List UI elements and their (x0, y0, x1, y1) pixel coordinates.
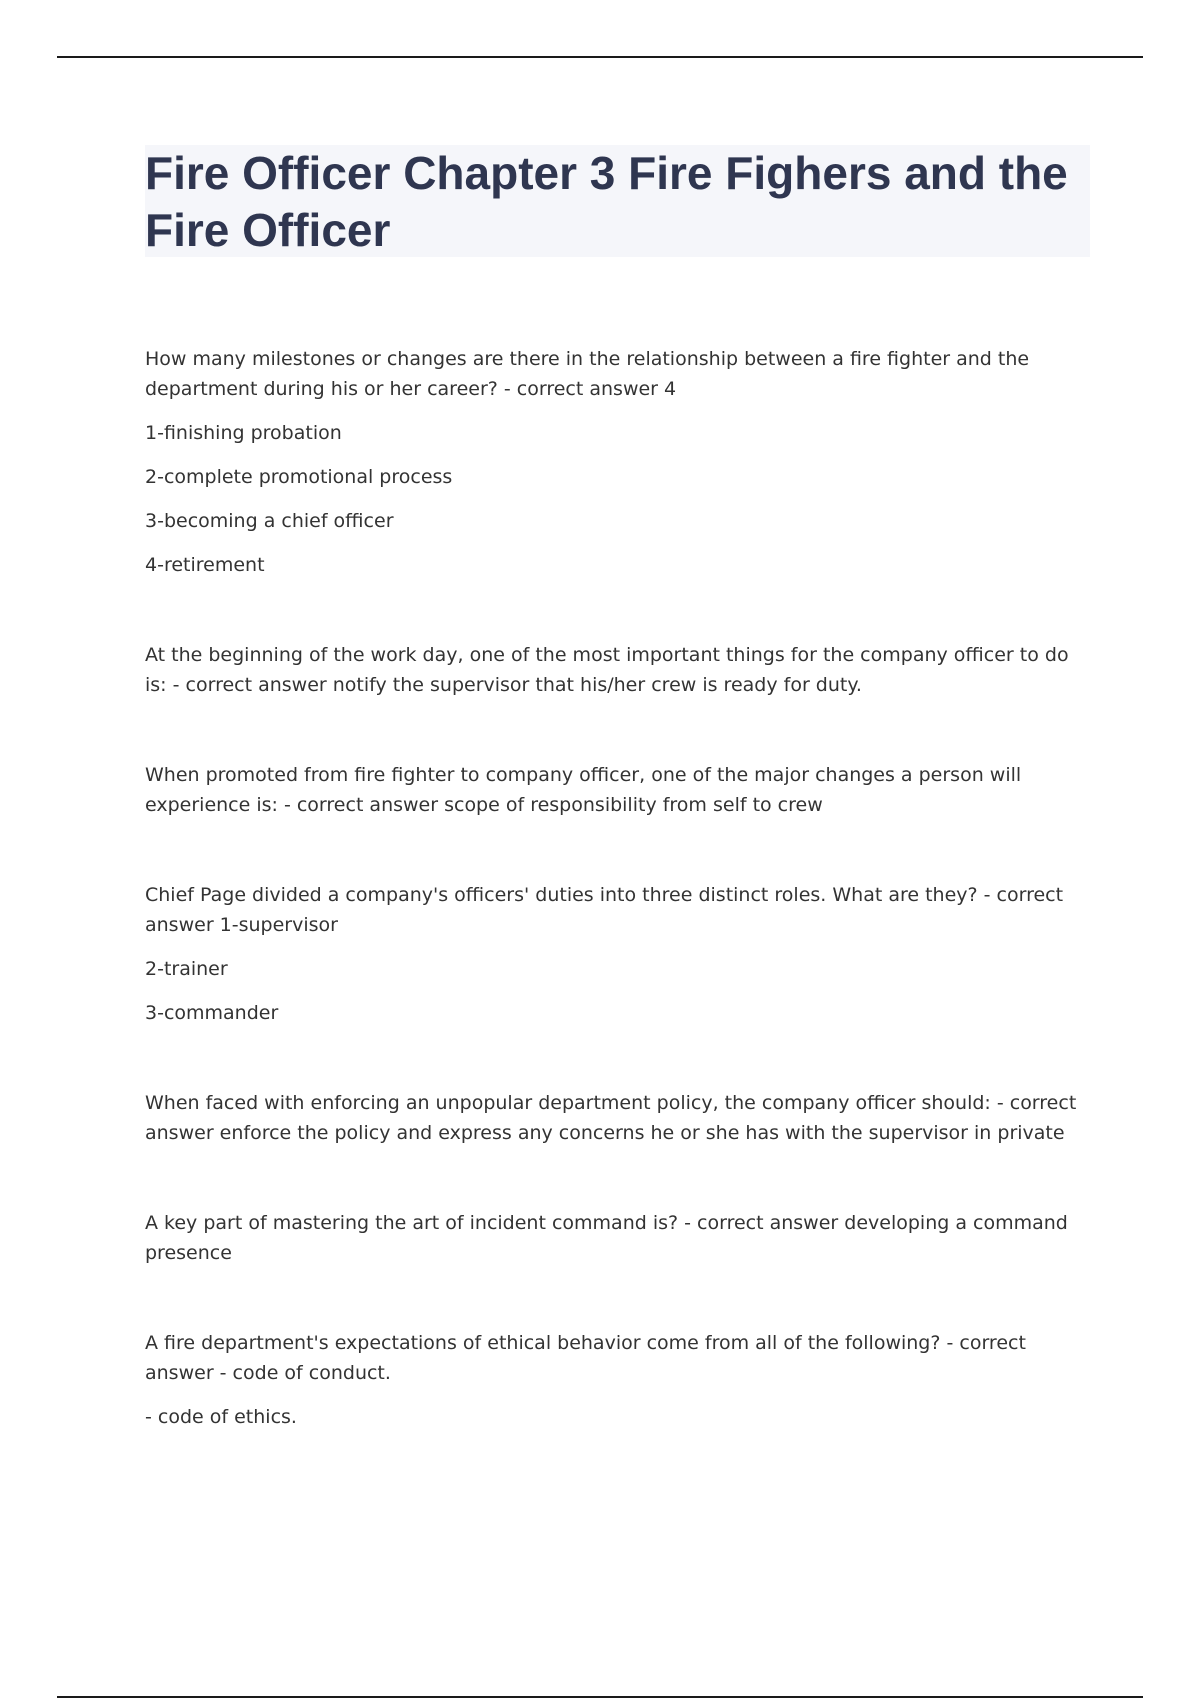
title-banner (145, 145, 1090, 257)
question-text: At the beginning of the work day, one of the most important things for the company officer to do is: - correct answer notify the supervisor that his/her crew is ready for duty. (145, 644, 1069, 696)
page-title: Fire Officer Chapter 3 Fire Fighers and the Fire Officer (145, 147, 1068, 256)
question-text: A fire department's expectations of ethical behavior come from all of the following? - correct answer - code of conduct. (145, 1332, 1026, 1384)
answer-line: 2-complete promotional process (145, 466, 453, 488)
answer-line: 2-trainer (145, 958, 228, 980)
top-divider (57, 56, 1143, 58)
answer-line: 3-commander (145, 1002, 279, 1024)
question-text: When promoted from fire fighter to company officer, one of the major changes a person will experience is: - correct answer scope of responsibility from self to crew (145, 764, 1022, 816)
answer-line: - code of ethics. (145, 1406, 297, 1428)
answer-line: 4-retirement (145, 554, 265, 576)
bottom-divider (57, 1696, 1143, 1698)
qa-item-6 (145, 1208, 1090, 1268)
qa-item-3 (145, 760, 1090, 820)
qa-item-5 (145, 1088, 1090, 1148)
answer-line: 1-finishing probation (145, 422, 342, 444)
question-text: When faced with enforcing an unpopular department policy, the company officer should: - correct answer enforce the policy and express any concerns he or she has with the supervisor in private (145, 1092, 1077, 1144)
document-body (145, 344, 1090, 1492)
qa-item-7 (145, 1328, 1090, 1432)
question-text: Chief Page divided a company's officers' duties into three distinct roles. What are they? - correct answer 1-supervisor (145, 884, 1064, 936)
answer-line: 3-becoming a chief officer (145, 510, 394, 532)
qa-item-1 (145, 344, 1090, 580)
qa-item-2 (145, 640, 1090, 700)
question-text: A key part of mastering the art of incident command is? - correct answer developing a command presence (145, 1212, 1068, 1264)
question-text: How many milestones or changes are there in the relationship between a fire fighter and the department during his or her career? - correct answer 4 (145, 348, 1030, 400)
qa-item-4 (145, 880, 1090, 1028)
